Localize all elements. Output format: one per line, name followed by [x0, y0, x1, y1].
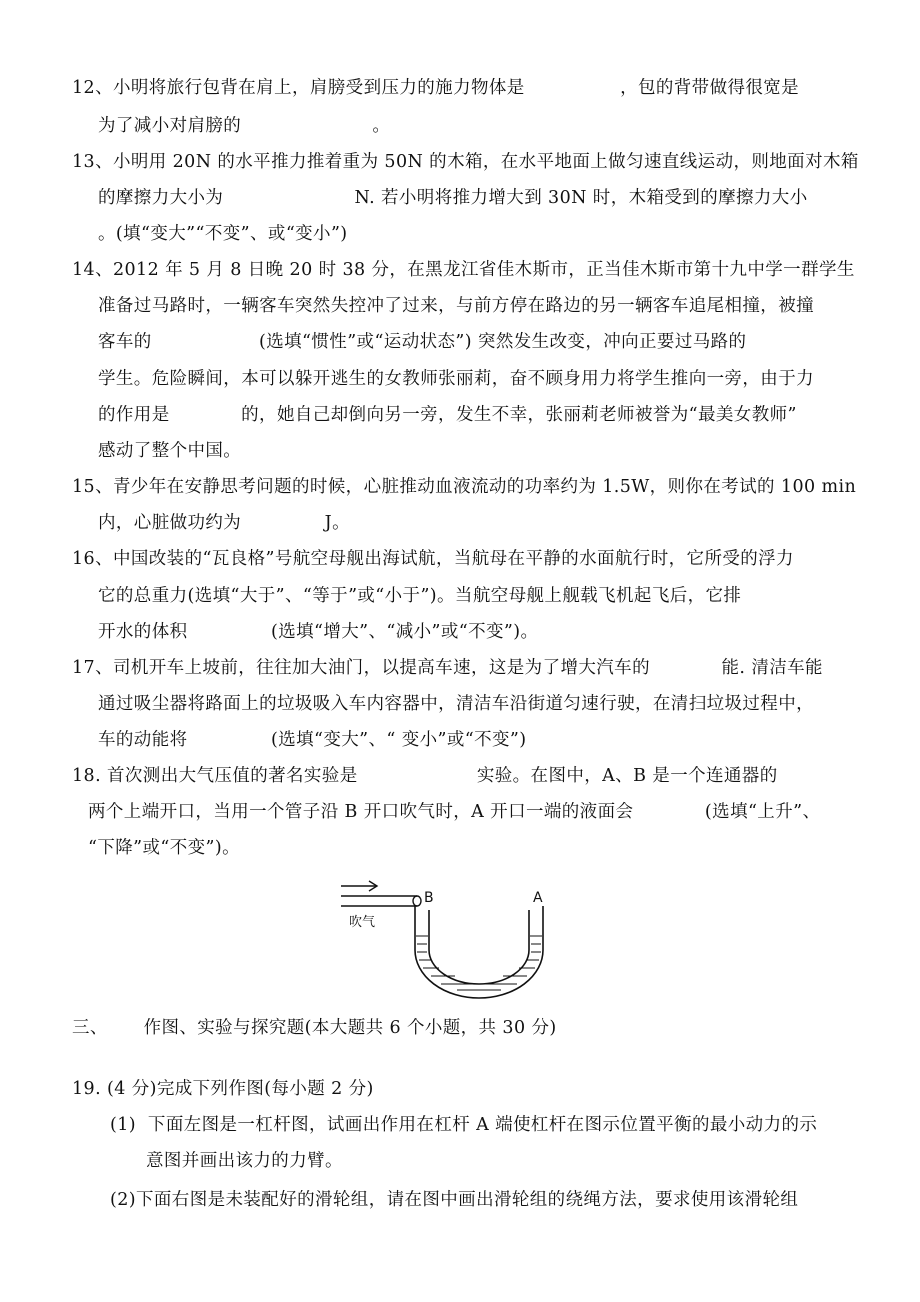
- q17-line-3: 车的动能将 (选填“变大”、“ 变小”或“不变”): [98, 730, 527, 750]
- q14-line-2: 准备过马路时，一辆客车突然失控冲了过来，与前方停在路边的另一辆客车追尾相撞，被撞: [98, 296, 814, 316]
- blow-pipe: [341, 896, 421, 906]
- q13-line-2: 的摩擦力大小为 N. 若小明将推力增大到 30N 时，木箱受到的摩擦力大小: [98, 188, 808, 208]
- opening-a-label: A: [533, 890, 543, 906]
- q14-line-3: 客车的 (选填“惯性”或“运动状态”) 突然发生改变，冲向正要过马路的: [98, 332, 747, 352]
- q15-line-1: 15、青少年在安静思考问题的时候，心脏推动血液流动的功率约为 1.5W，则你在考试的 100 min: [72, 477, 857, 497]
- q14-line-6: 感动了整个中国。: [98, 441, 242, 461]
- q12-line-2: 为了减小对肩膀的 。: [98, 116, 391, 136]
- q17-line-2: 通过吸尘器将路面上的垃圾吸入车内容器中，清洁车沿街道匀速行驶，在清扫垃圾过程中，: [98, 694, 814, 714]
- section-3-heading: 三、 作图、实验与探究题(本大题共 6 个小题，共 30 分): [72, 1018, 557, 1038]
- liquid: [416, 936, 542, 990]
- q16-line-1: 16、中国改装的“瓦良格”号航空母舰出海试航，当航母在平静的水面航行时，它所受的浮力: [72, 549, 794, 569]
- q18-line-2: 两个上端开口，当用一个管子沿 B 开口吹气时，A 开口一端的液面会 (选填“上升”、: [88, 802, 821, 822]
- q14-line-4: 学生。危险瞬间，本可以躲开逃生的女教师张丽莉，奋不顾身用力将学生推向一旁，由于力: [98, 369, 814, 389]
- u-tube-figure: [335, 874, 575, 1004]
- opening-b-label: B: [424, 890, 434, 906]
- q19-part2-line-1: (2)下面右图是未装配好的滑轮组，请在图中画出滑轮组的绕绳方法，要求使用该滑轮组: [110, 1190, 799, 1210]
- q14-line-1: 14、2012 年 5 月 8 日晚 20 时 38 分，在黑龙江省佳木斯市，正当佳木斯市第十九中学一群学生: [72, 260, 855, 280]
- q13-line-3: 。(填“变大”“不变”、或“变小”): [98, 224, 348, 244]
- q19-part1-line-1: (1) 下面左图是一杠杆图，试画出作用在杠杆 A 端使杠杆在图示位置平衡的最小动力的示: [110, 1115, 818, 1135]
- q19-heading: 19. (4 分)完成下列作图(每小题 2 分): [72, 1079, 374, 1099]
- blow-label: 吹气: [349, 915, 376, 930]
- q17-line-1: 17、司机开车上坡前，往往加大油门，以提高车速，这是为了增大汽车的 能. 清洁车能: [72, 658, 823, 678]
- q12-line-1: 12、小明将旅行包背在肩上，肩膀受到压力的施力物体是 ，包的背带做得很宽是: [72, 78, 800, 98]
- q14-line-5: 的作用是 的，她自己却倒向另一旁，发生不幸，张丽莉老师被誉为“最美女教师”: [98, 405, 797, 425]
- q16-line-2: 它的总重力(选填“大于”、“等于”或“小于”)。当航空母舰上舰载飞机起飞后，它排: [98, 586, 742, 606]
- q13-line-1: 13、小明用 20N 的水平推力推着重为 50N 的木箱，在水平地面上做匀速直线运动，则地面对木箱: [72, 152, 859, 172]
- q18-line-3: “下降”或“不变”)。: [88, 838, 241, 858]
- q15-line-2: 内，心脏做功约为 J。: [98, 513, 350, 533]
- q19-part1-line-2: 意图并画出该力的力臂。: [146, 1151, 343, 1171]
- blow-arrow: [341, 881, 377, 891]
- q18-line-1: 18. 首次测出大气压值的著名实验是 实验。在图中，A、B 是一个连通器的: [72, 766, 778, 786]
- q16-line-3: 开水的体积 (选填“增大”、“减小”或“不变”)。: [98, 622, 539, 642]
